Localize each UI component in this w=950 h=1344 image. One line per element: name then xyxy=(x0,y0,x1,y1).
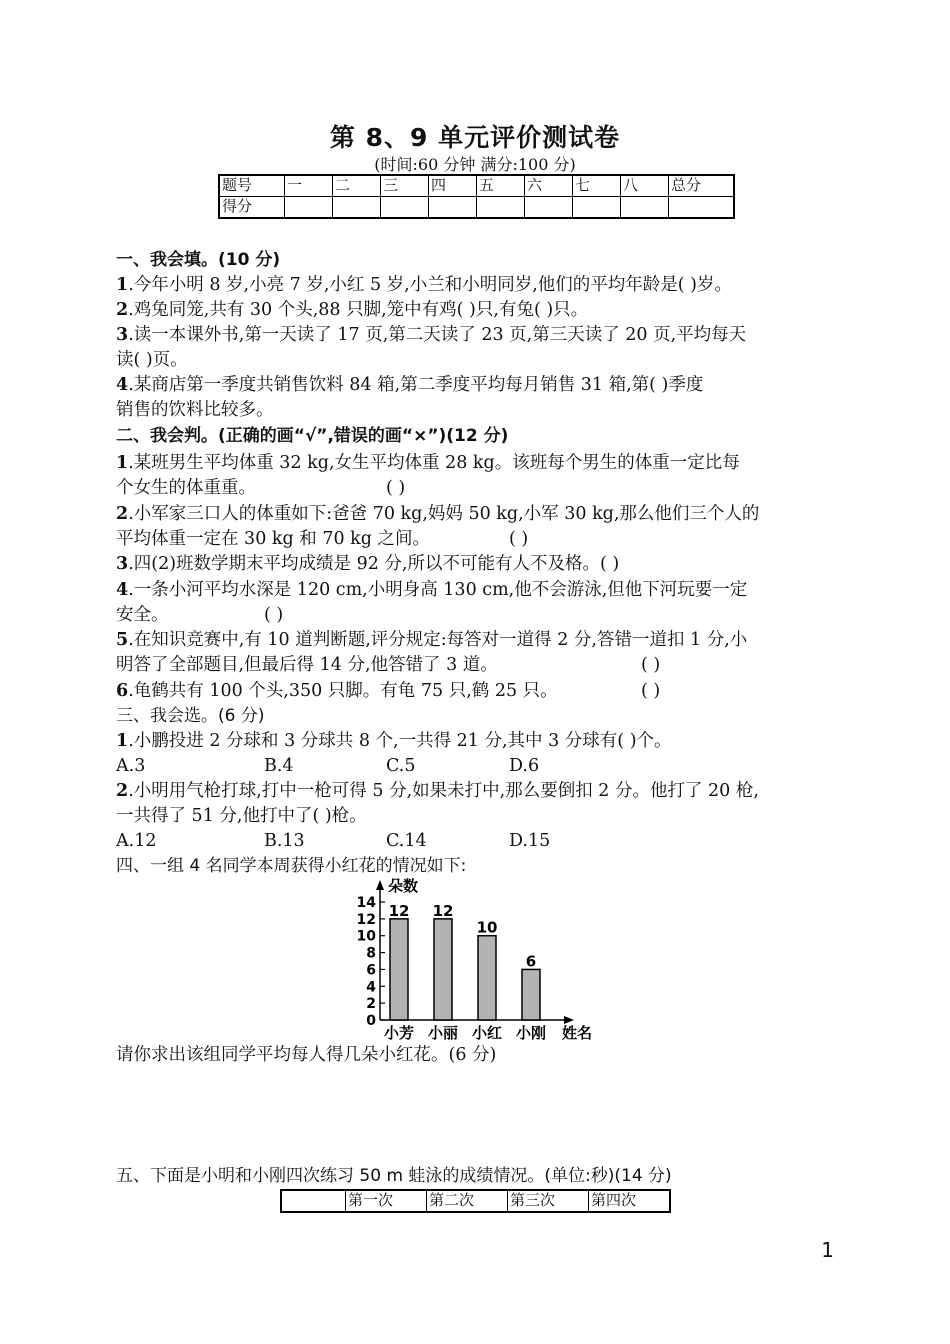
question-2-5-cont xyxy=(116,653,661,677)
question-text: 个女生的体重重。 xyxy=(116,478,256,498)
score-blank xyxy=(381,197,429,219)
swim-header-cell: 第三次 xyxy=(508,1190,589,1212)
question-2-4 xyxy=(116,578,747,602)
score-cell: 题号 xyxy=(219,175,285,197)
question-2-2 xyxy=(116,502,759,526)
question-text: .今年小明 8 岁,小亮 7 岁,小红 5 岁,小兰和小明同岁,他们的平均年龄是( )岁。 xyxy=(128,275,732,295)
score-row-label: 得分 xyxy=(219,197,285,219)
swim-header-cell xyxy=(281,1190,346,1212)
question-1-3 xyxy=(116,323,746,347)
question-2-1 xyxy=(116,451,740,475)
chart-bars xyxy=(384,902,546,1042)
question-text: .在知识竞赛中,有 10 道判断题,评分规定:每答对一道得 2 分,答错一道扣 1 分,小 xyxy=(128,630,748,650)
score-blank xyxy=(525,197,573,219)
answer-blank: ( ) xyxy=(509,529,529,549)
score-cell: 总分 xyxy=(669,175,735,197)
question-number: 4 xyxy=(116,375,129,395)
page-number: 1 xyxy=(821,1238,834,1262)
y-tick-label: 6 xyxy=(366,962,376,979)
score-cell: 二 xyxy=(333,175,381,197)
score-table xyxy=(218,174,735,219)
question-1-3-cont: 读( )页。 xyxy=(116,350,188,370)
question-text: .四(2)班数学期末平均成绩是 92 分,所以不可能有人不及格。( ) xyxy=(128,554,620,574)
question-number: 3 xyxy=(116,325,129,345)
section-3-heading: 三、我会选。(6 分) xyxy=(116,706,265,726)
question-text: 平均体重一定在 30 kg 和 70 kg 之间。 xyxy=(116,529,431,549)
question-number: 2 xyxy=(116,781,129,801)
question-1-1 xyxy=(116,273,732,297)
y-tick-label: 4 xyxy=(366,979,376,996)
bar xyxy=(478,936,496,1020)
flower-bar-chart xyxy=(340,872,620,1044)
question-1-4 xyxy=(116,373,703,397)
option-b: B.13 xyxy=(264,831,305,851)
section-1-heading: 一、我会填。(10 分) xyxy=(116,250,281,270)
score-cell: 三 xyxy=(381,175,429,197)
question-number: 1 xyxy=(116,275,129,295)
answer-blank: ( ) xyxy=(386,478,406,498)
question-text: .小鹏投进 2 分球和 3 分球共 8 个,一共得 21 分,其中 3 分球有( )个。 xyxy=(128,731,672,751)
question-number: 2 xyxy=(116,300,129,320)
swim-header-cell: 第一次 xyxy=(346,1190,427,1212)
score-blank xyxy=(285,197,333,219)
option-b: B.4 xyxy=(264,756,294,776)
question-number: 6 xyxy=(116,681,129,701)
score-cell: 一 xyxy=(285,175,333,197)
bar xyxy=(390,919,408,1020)
question-text: .鸡兔同笼,共有 30 个头,88 只脚,笼中有鸡( )只,有兔( )只。 xyxy=(128,300,589,320)
swim-header-cell: 第二次 xyxy=(427,1190,508,1212)
y-tick-label: 2 xyxy=(366,996,376,1013)
section-5-heading: 五、下面是小明和小刚四次练习 50 m 蛙泳的成绩情况。(单位:秒)(14 分) xyxy=(116,1166,672,1186)
score-blank xyxy=(429,197,477,219)
question-2-6 xyxy=(116,679,661,703)
y-tick-label: 0 xyxy=(366,1013,376,1029)
score-cell: 六 xyxy=(525,175,573,197)
score-blank xyxy=(573,197,621,219)
section-4-question: 请你求出该组同学平均每人得几朵小红花。(6 分) xyxy=(116,1045,497,1065)
y-tick-label: 14 xyxy=(356,895,376,911)
option-c: C.5 xyxy=(386,756,416,776)
question-text: .某商店第一季度共销售饮料 84 箱,第二季度平均每月销售 31 箱,第( )季度 xyxy=(128,375,704,395)
category-label: 小刚 xyxy=(515,1024,547,1042)
question-2-3 xyxy=(116,552,619,576)
score-cell: 七 xyxy=(573,175,621,197)
page-title: 第 8、9 单元评价测试卷 xyxy=(329,123,621,152)
x-axis-label: 姓名 xyxy=(562,1024,593,1042)
swim-table-header-row xyxy=(281,1190,670,1212)
question-text: 安全。 xyxy=(116,605,169,625)
score-cell: 八 xyxy=(621,175,669,197)
question-1-4-cont: 销售的饮料比较多。 xyxy=(116,400,274,420)
answer-blank: ( ) xyxy=(641,655,661,675)
question-text: .一条小河平均水深是 120 cm,小明身高 130 cm,他不会游泳,但他下河玩要一定 xyxy=(128,580,748,600)
bar-value-label: 12 xyxy=(388,901,410,920)
exam-info: (时间:60 分钟 满分:100 分) xyxy=(374,155,576,174)
bar xyxy=(522,969,540,1020)
option-d: D.15 xyxy=(509,831,551,851)
category-label: 小丽 xyxy=(427,1024,459,1042)
section-4-heading: 四、一组 4 名同学本周获得小红花的情况如下: xyxy=(116,856,467,876)
bar xyxy=(434,919,452,1020)
bar-value-label: 12 xyxy=(432,901,454,920)
question-number: 1 xyxy=(116,731,129,751)
question-2-5 xyxy=(116,628,747,652)
answer-blank: ( ) xyxy=(641,681,661,701)
question-text: .某班男生平均体重 32 kg,女生平均体重 28 kg。该班每个男生的体重一定比每 xyxy=(128,453,740,473)
swim-header-cell: 第四次 xyxy=(589,1190,671,1212)
category-label: 小红 xyxy=(471,1024,503,1042)
question-2-2-cont xyxy=(116,527,529,551)
score-blank xyxy=(333,197,381,219)
question-number: 2 xyxy=(116,504,129,524)
option-c: C.14 xyxy=(386,831,427,851)
y-tick-label: 8 xyxy=(366,945,376,962)
question-text: 明答了全部题目,但最后得 14 分,他答错了 3 道。 xyxy=(116,655,498,675)
section-2-heading: 二、我会判。(正确的画“√”,错误的画“×”)(12 分) xyxy=(116,426,509,446)
option-d: D.6 xyxy=(509,756,540,776)
question-text: .小军家三口人的体重如下:爸爸 70 kg,妈妈 50 kg,小军 30 kg,那么他们三个人的 xyxy=(128,504,760,524)
y-axis-label: 朵数 xyxy=(388,877,419,895)
question-2-4-cont xyxy=(116,603,284,627)
x-axis-arrow xyxy=(564,1016,574,1024)
option-a: A.3 xyxy=(116,756,146,776)
score-cell: 四 xyxy=(429,175,477,197)
option-a: A.12 xyxy=(116,831,157,851)
question-3-1 xyxy=(116,729,672,753)
question-1-2 xyxy=(116,298,588,322)
score-blank xyxy=(669,197,735,219)
question-text: .小明用气枪打球,打中一枪可得 5 分,如果未打中,那么要倒扣 2 分。他打了 20 枪, xyxy=(128,781,759,801)
question-text: .读一本课外书,第一天读了 17 页,第二天读了 23 页,第三天读了 20 页,平均每天 xyxy=(128,325,747,345)
question-number: 3 xyxy=(116,554,129,574)
score-table-header-row xyxy=(219,175,734,197)
category-label: 小芳 xyxy=(383,1024,415,1042)
question-3-2-cont: 一共得了 51 分,他打中了( )枪。 xyxy=(116,806,367,826)
question-3-2 xyxy=(116,779,759,803)
y-tick-label: 10 xyxy=(356,928,376,945)
question-number: 4 xyxy=(116,580,129,600)
y-axis-arrow xyxy=(376,880,384,890)
score-cell: 五 xyxy=(477,175,525,197)
bar-value-label: 6 xyxy=(525,952,537,971)
score-blank xyxy=(621,197,669,219)
question-number: 1 xyxy=(116,453,129,473)
y-tick-label: 12 xyxy=(356,911,376,928)
score-table-score-row xyxy=(219,197,734,219)
question-2-1-cont xyxy=(116,476,406,500)
question-number: 5 xyxy=(116,630,129,650)
answer-blank: ( ) xyxy=(264,605,284,625)
question-text: .龟鹤共有 100 个头,350 只脚。有龟 75 只,鹤 25 只。 xyxy=(128,681,558,701)
score-blank xyxy=(477,197,525,219)
swim-table xyxy=(280,1189,671,1213)
bar-value-label: 10 xyxy=(476,918,498,937)
